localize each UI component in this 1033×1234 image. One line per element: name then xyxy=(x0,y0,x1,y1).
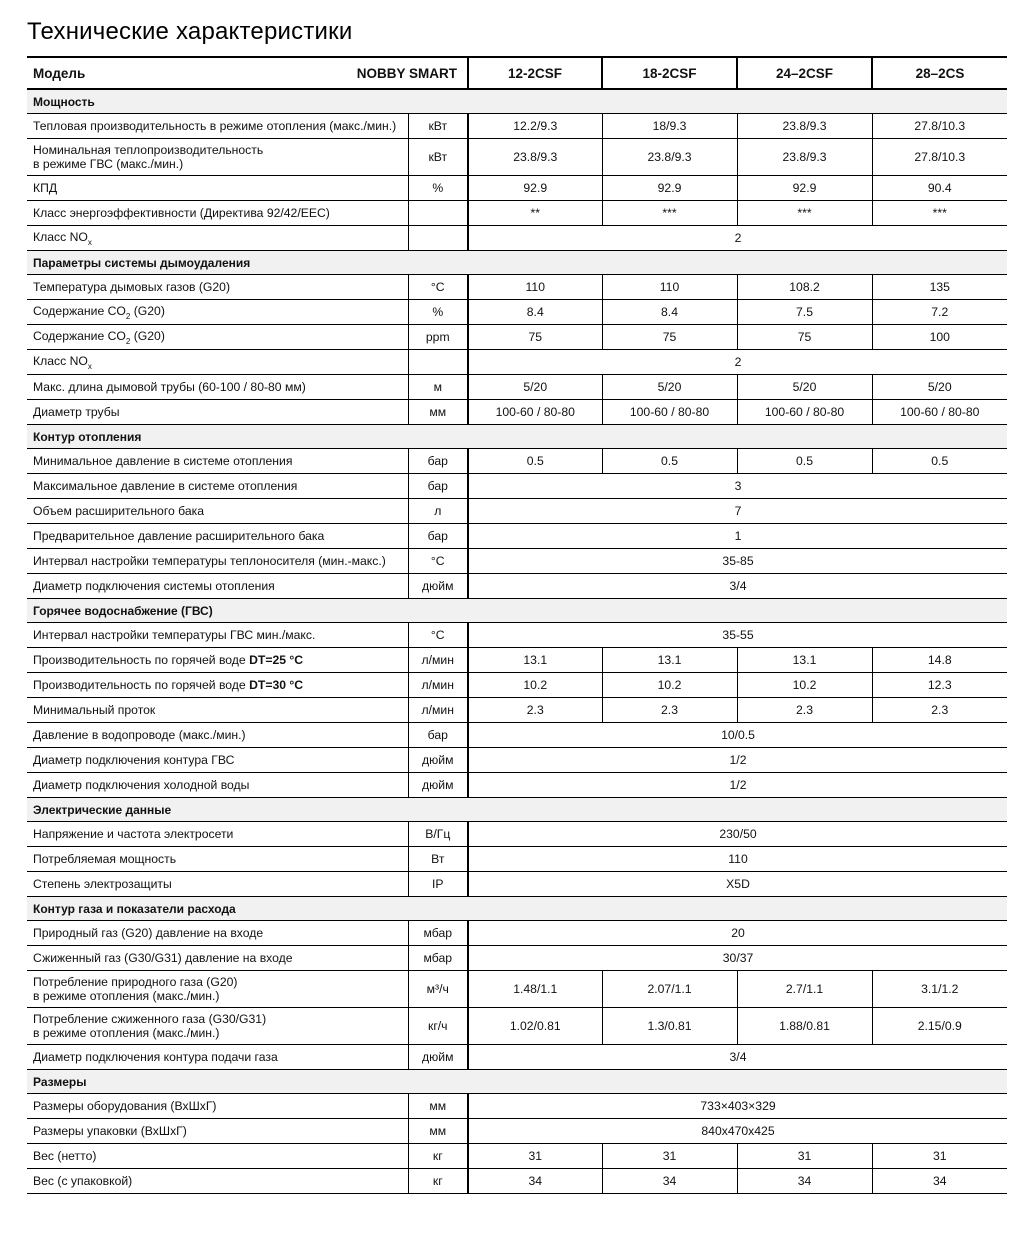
merged-value-cell: X5D xyxy=(468,872,1007,897)
merged-value-cell: 2 xyxy=(468,350,1007,375)
parameter-name: Диаметр подключения контура ГВС xyxy=(33,753,235,767)
unit-cell: дюйм xyxy=(408,1045,468,1070)
section-title: Размеры xyxy=(27,1070,1007,1094)
parameter-name: Минимальное давление в системе отопления xyxy=(33,454,293,468)
unit-cell: % xyxy=(408,176,468,201)
parameter-name: Минимальный проток xyxy=(33,703,156,717)
section-header-row xyxy=(27,1070,1007,1094)
merged-value-cell: 35-55 xyxy=(468,623,1007,648)
parameter-name: Степень электрозащиты xyxy=(33,877,172,891)
value-cell: 23.8/9.3 xyxy=(602,139,737,176)
merged-value-cell: 840х470х425 xyxy=(468,1119,1007,1144)
parameter-name-cell xyxy=(27,847,408,872)
section-title: Горячее водоснабжение (ГВС) xyxy=(27,599,1007,623)
parameter-name: Производительность по горячей воде xyxy=(33,653,250,667)
table-header-row xyxy=(27,57,1007,89)
unit-cell: °C xyxy=(408,623,468,648)
value-cell: 3.1/1.2 xyxy=(872,971,1007,1008)
value-cell: 34 xyxy=(602,1169,737,1194)
unit-cell: Вт xyxy=(408,847,468,872)
table-row xyxy=(27,325,1007,350)
parameter-name-cell xyxy=(27,921,408,946)
value-cell: 0.5 xyxy=(872,449,1007,474)
value-cell: 10.2 xyxy=(737,673,872,698)
value-cell: 0.5 xyxy=(602,449,737,474)
parameter-name-cell xyxy=(27,946,408,971)
model-column-header: 24–2CSF xyxy=(737,57,872,89)
table-row xyxy=(27,1094,1007,1119)
value-cell: 100 xyxy=(872,325,1007,350)
section-title: Контур газа и показатели расхода xyxy=(27,897,1007,921)
parameter-name-cell xyxy=(27,375,408,400)
table-row xyxy=(27,275,1007,300)
model-column-header: 12-2CSF xyxy=(468,57,602,89)
parameter-subscript: x xyxy=(87,238,92,247)
section-header-row xyxy=(27,251,1007,275)
parameter-name: Потребление сжиженного газа (G30/G31) xyxy=(33,1012,267,1026)
merged-value-cell: 3 xyxy=(468,474,1007,499)
merged-value-cell: 3/4 xyxy=(468,574,1007,599)
parameter-name-cell xyxy=(27,723,408,748)
specs-table xyxy=(27,56,1007,1194)
parameter-name-suffix: (G20) xyxy=(130,304,165,318)
parameter-subscript: x xyxy=(87,362,92,371)
parameter-name-cell xyxy=(27,400,408,425)
parameter-name-cell xyxy=(27,574,408,599)
table-row xyxy=(27,648,1007,673)
unit-cell: дюйм xyxy=(408,773,468,798)
section-header-row xyxy=(27,425,1007,449)
value-cell: 7.2 xyxy=(872,300,1007,325)
unit-cell: бар xyxy=(408,723,468,748)
parameter-name: Тепловая производительность в режиме отопления (макс./мин.) xyxy=(33,119,397,133)
parameter-name-cell xyxy=(27,623,408,648)
value-cell: 2.07/1.1 xyxy=(602,971,737,1008)
value-cell: 110 xyxy=(602,275,737,300)
unit-cell: кг xyxy=(408,1169,468,1194)
parameter-name: КПД xyxy=(33,181,58,195)
parameter-name: Класс энергоэффективности (Директива 92/42/EEC) xyxy=(33,206,330,220)
section-title: Электрические данные xyxy=(27,798,1007,822)
parameter-name-cell xyxy=(27,350,408,375)
parameter-name-cell xyxy=(27,549,408,574)
table-row xyxy=(27,921,1007,946)
value-cell: 13.1 xyxy=(737,648,872,673)
table-row xyxy=(27,474,1007,499)
value-cell: 0.5 xyxy=(737,449,872,474)
parameter-name-cell xyxy=(27,1169,408,1194)
parameter-name: Содержание CO xyxy=(33,329,126,343)
unit-cell: л xyxy=(408,499,468,524)
parameter-name: Вес (нетто) xyxy=(33,1149,97,1163)
page-title: Технические характеристики xyxy=(27,18,353,45)
parameter-condition: DT=30 °C xyxy=(249,678,304,692)
table-row xyxy=(27,350,1007,375)
merged-value-cell: 7 xyxy=(468,499,1007,524)
table-row xyxy=(27,1144,1007,1169)
parameter-name: Диаметр подключения системы отопления xyxy=(33,579,275,593)
parameter-name-cell xyxy=(27,673,408,698)
value-cell: 5/20 xyxy=(872,375,1007,400)
table-row xyxy=(27,773,1007,798)
unit-cell: ppm xyxy=(408,325,468,350)
unit-cell: кВт xyxy=(408,139,468,176)
table-row xyxy=(27,375,1007,400)
unit-cell: дюйм xyxy=(408,574,468,599)
unit-cell: °C xyxy=(408,549,468,574)
parameter-name: Сжиженный газ (G30/G31) давление на входе xyxy=(33,951,293,965)
section-header-row xyxy=(27,599,1007,623)
parameter-name: Класс NO xyxy=(33,230,88,244)
value-cell: 135 xyxy=(872,275,1007,300)
value-cell: 31 xyxy=(737,1144,872,1169)
table-row xyxy=(27,499,1007,524)
value-cell: 5/20 xyxy=(602,375,737,400)
parameter-name-cell xyxy=(27,524,408,549)
parameter-name-line2: в режиме отопления (макс./мин.) xyxy=(33,989,220,1003)
value-cell: 5/20 xyxy=(737,375,872,400)
parameter-name: Класс NO xyxy=(33,354,88,368)
value-cell: 8.4 xyxy=(468,300,602,325)
value-cell: 7.5 xyxy=(737,300,872,325)
merged-value-cell: 1 xyxy=(468,524,1007,549)
table-row xyxy=(27,300,1007,325)
table-row xyxy=(27,1169,1007,1194)
section-header-row xyxy=(27,897,1007,921)
model-column-header: 18-2CSF xyxy=(602,57,737,89)
parameter-name-suffix: (G20) xyxy=(130,329,165,343)
value-cell: 2.3 xyxy=(468,698,602,723)
unit-cell: бар xyxy=(408,524,468,549)
parameter-name-line2: в режиме ГВС (макс./мин.) xyxy=(33,157,184,171)
table-row xyxy=(27,847,1007,872)
value-cell: 23.8/9.3 xyxy=(737,114,872,139)
value-cell: 31 xyxy=(872,1144,1007,1169)
value-cell: 75 xyxy=(737,325,872,350)
parameter-name-cell xyxy=(27,325,408,350)
parameter-name-cell xyxy=(27,1045,408,1070)
table-row xyxy=(27,723,1007,748)
parameter-name-cell xyxy=(27,1144,408,1169)
merged-value-cell: 1/2 xyxy=(468,748,1007,773)
value-cell: 31 xyxy=(602,1144,737,1169)
merged-value-cell: 20 xyxy=(468,921,1007,946)
value-cell: 92.9 xyxy=(737,176,872,201)
unit-cell: кВт xyxy=(408,114,468,139)
value-cell: 92.9 xyxy=(468,176,602,201)
value-cell: 10.2 xyxy=(468,673,602,698)
value-cell: 2.15/0.9 xyxy=(872,1008,1007,1045)
merged-value-cell: 733×403×329 xyxy=(468,1094,1007,1119)
merged-value-cell: 2 xyxy=(468,226,1007,251)
parameter-name-cell xyxy=(27,748,408,773)
parameter-name-cell xyxy=(27,176,408,201)
table-row xyxy=(27,176,1007,201)
parameter-name: Диаметр подключения холодной воды xyxy=(33,778,250,792)
value-cell: 75 xyxy=(602,325,737,350)
table-row xyxy=(27,400,1007,425)
table-row xyxy=(27,872,1007,897)
value-cell: 5/20 xyxy=(468,375,602,400)
parameter-name: Номинальная теплопроизводительность xyxy=(33,143,264,157)
parameter-name-cell xyxy=(27,1119,408,1144)
value-cell: *** xyxy=(872,201,1007,226)
unit-cell: мм xyxy=(408,400,468,425)
unit-cell: °C xyxy=(408,275,468,300)
value-cell: 8.4 xyxy=(602,300,737,325)
unit-cell: мбар xyxy=(408,921,468,946)
table-row xyxy=(27,748,1007,773)
value-cell: 1.02/0.81 xyxy=(468,1008,602,1045)
parameter-name: Макс. длина дымовой трубы (60-100 / 80-80 мм) xyxy=(33,380,306,394)
section-title: Параметры системы дымоудаления xyxy=(27,251,1007,275)
section-title: Контур отопления xyxy=(27,425,1007,449)
value-cell: 2.3 xyxy=(602,698,737,723)
parameter-name: Размеры упаковки (ВхШхГ) xyxy=(33,1124,187,1138)
parameter-name: Объем расширительного бака xyxy=(33,504,205,518)
section-header-row xyxy=(27,89,1007,114)
parameter-name-cell xyxy=(27,226,408,251)
unit-cell: дюйм xyxy=(408,748,468,773)
parameter-name-cell xyxy=(27,971,408,1008)
value-cell: 27.8/10.3 xyxy=(872,114,1007,139)
parameter-name-cell xyxy=(27,300,408,325)
table-row xyxy=(27,698,1007,723)
unit-cell: В/Гц xyxy=(408,822,468,847)
value-cell: 14.8 xyxy=(872,648,1007,673)
merged-value-cell: 3/4 xyxy=(468,1045,1007,1070)
table-row xyxy=(27,549,1007,574)
value-cell: 2.3 xyxy=(872,698,1007,723)
unit-cell: % xyxy=(408,300,468,325)
unit-cell: мбар xyxy=(408,946,468,971)
unit-cell: л/мин xyxy=(408,673,468,698)
parameter-name-cell xyxy=(27,1094,408,1119)
value-cell: 13.1 xyxy=(602,648,737,673)
value-cell: 90.4 xyxy=(872,176,1007,201)
merged-value-cell: 1/2 xyxy=(468,773,1007,798)
table-row xyxy=(27,524,1007,549)
unit-cell: л/мин xyxy=(408,698,468,723)
value-cell: 10.2 xyxy=(602,673,737,698)
brand-name: NOBBY SMART xyxy=(356,65,458,81)
unit-cell: IP xyxy=(408,872,468,897)
table-row xyxy=(27,822,1007,847)
parameter-name-cell xyxy=(27,773,408,798)
unit-cell: мм xyxy=(408,1119,468,1144)
value-cell: 110 xyxy=(468,275,602,300)
unit-cell: м xyxy=(408,375,468,400)
unit-cell: мм xyxy=(408,1094,468,1119)
value-cell: 0.5 xyxy=(468,449,602,474)
parameter-name: Размеры оборудования (ВхШхГ) xyxy=(33,1099,217,1113)
value-cell: 23.8/9.3 xyxy=(468,139,602,176)
model-column-header: 28–2CS xyxy=(872,57,1007,89)
parameter-condition: DT=25 °C xyxy=(249,653,304,667)
model-label: Модель xyxy=(33,65,86,81)
unit-cell: бар xyxy=(408,474,468,499)
parameter-name-cell xyxy=(27,1008,408,1045)
parameter-name-cell xyxy=(27,499,408,524)
value-cell: 34 xyxy=(872,1169,1007,1194)
parameter-subscript: 2 xyxy=(125,312,131,321)
unit-cell: м³/ч xyxy=(408,971,468,1008)
unit-cell: кг xyxy=(408,1144,468,1169)
section-header-row xyxy=(27,798,1007,822)
parameter-name: Интервал настройки температуры ГВС мин./макс. xyxy=(33,628,316,642)
parameter-name-cell xyxy=(27,201,408,226)
parameter-name-cell xyxy=(27,449,408,474)
value-cell: 34 xyxy=(737,1169,872,1194)
parameter-name-cell xyxy=(27,698,408,723)
parameter-name: Напряжение и частота электросети xyxy=(33,827,234,841)
parameter-name-cell xyxy=(27,822,408,847)
table-row xyxy=(27,226,1007,251)
value-cell: 23.8/9.3 xyxy=(737,139,872,176)
value-cell: 1.88/0.81 xyxy=(737,1008,872,1045)
parameter-name-cell xyxy=(27,275,408,300)
model-header-cell xyxy=(27,57,468,89)
unit-cell: кг/ч xyxy=(408,1008,468,1045)
value-cell: 100-60 / 80-80 xyxy=(872,400,1007,425)
parameter-name: Максимальное давление в системе отопления xyxy=(33,479,298,493)
parameter-name: Температура дымовых газов (G20) xyxy=(33,280,231,294)
value-cell: *** xyxy=(737,201,872,226)
merged-value-cell: 10/0.5 xyxy=(468,723,1007,748)
value-cell: 2.7/1.1 xyxy=(737,971,872,1008)
parameter-name: Содержание CO xyxy=(33,304,126,318)
table-row xyxy=(27,1008,1007,1045)
merged-value-cell: 110 xyxy=(468,847,1007,872)
table-row xyxy=(27,673,1007,698)
parameter-name-cell xyxy=(27,114,408,139)
merged-value-cell: 230/50 xyxy=(468,822,1007,847)
value-cell: 75 xyxy=(468,325,602,350)
parameter-name: Природный газ (G20) давление на входе xyxy=(33,926,264,940)
value-cell: 13.1 xyxy=(468,648,602,673)
parameter-name-cell xyxy=(27,139,408,176)
value-cell: 100-60 / 80-80 xyxy=(602,400,737,425)
parameter-name: Вес (с упаковкой) xyxy=(33,1174,133,1188)
value-cell: 1.3/0.81 xyxy=(602,1008,737,1045)
parameter-name: Потребление природного газа (G20) xyxy=(33,975,238,989)
parameter-subscript: 2 xyxy=(125,337,131,346)
table-row xyxy=(27,201,1007,226)
parameter-name: Предварительное давление расширительного бака xyxy=(33,529,325,543)
table-row xyxy=(27,139,1007,176)
merged-value-cell: 30/37 xyxy=(468,946,1007,971)
unit-cell: л/мин xyxy=(408,648,468,673)
parameter-name: Диаметр подключения контура подачи газа xyxy=(33,1050,278,1064)
unit-cell xyxy=(408,201,468,226)
table-row xyxy=(27,114,1007,139)
value-cell: 12.3 xyxy=(872,673,1007,698)
parameter-name-cell xyxy=(27,474,408,499)
value-cell: 34 xyxy=(468,1169,602,1194)
table-row xyxy=(27,1119,1007,1144)
parameter-name: Потребляемая мощность xyxy=(33,852,177,866)
value-cell: 27.8/10.3 xyxy=(872,139,1007,176)
value-cell: 12.2/9.3 xyxy=(468,114,602,139)
table-row xyxy=(27,971,1007,1008)
table-row xyxy=(27,574,1007,599)
value-cell: 18/9.3 xyxy=(602,114,737,139)
value-cell: 100-60 / 80-80 xyxy=(468,400,602,425)
value-cell: 100-60 / 80-80 xyxy=(737,400,872,425)
parameter-name-cell xyxy=(27,872,408,897)
specs-table-body xyxy=(27,57,1007,1194)
parameter-name: Давление в водопроводе (макс./мин.) xyxy=(33,728,246,742)
unit-cell: бар xyxy=(408,449,468,474)
parameter-name: Интервал настройки температуры теплоносителя (мин.-макс.) xyxy=(33,554,386,568)
unit-cell xyxy=(408,350,468,375)
table-row xyxy=(27,449,1007,474)
value-cell: 2.3 xyxy=(737,698,872,723)
section-title: Мощность xyxy=(27,89,1007,114)
parameter-name: Производительность по горячей воде xyxy=(33,678,250,692)
unit-cell xyxy=(408,226,468,251)
parameter-name-line2: в режиме отопления (макс./мин.) xyxy=(33,1026,220,1040)
value-cell: 31 xyxy=(468,1144,602,1169)
table-row xyxy=(27,946,1007,971)
table-row xyxy=(27,1045,1007,1070)
value-cell: *** xyxy=(602,201,737,226)
value-cell: 1.48/1.1 xyxy=(468,971,602,1008)
value-cell: ** xyxy=(468,201,602,226)
parameter-name: Диаметр трубы xyxy=(33,405,120,419)
value-cell: 92.9 xyxy=(602,176,737,201)
value-cell: 108.2 xyxy=(737,275,872,300)
table-row xyxy=(27,623,1007,648)
parameter-name-cell xyxy=(27,648,408,673)
merged-value-cell: 35-85 xyxy=(468,549,1007,574)
